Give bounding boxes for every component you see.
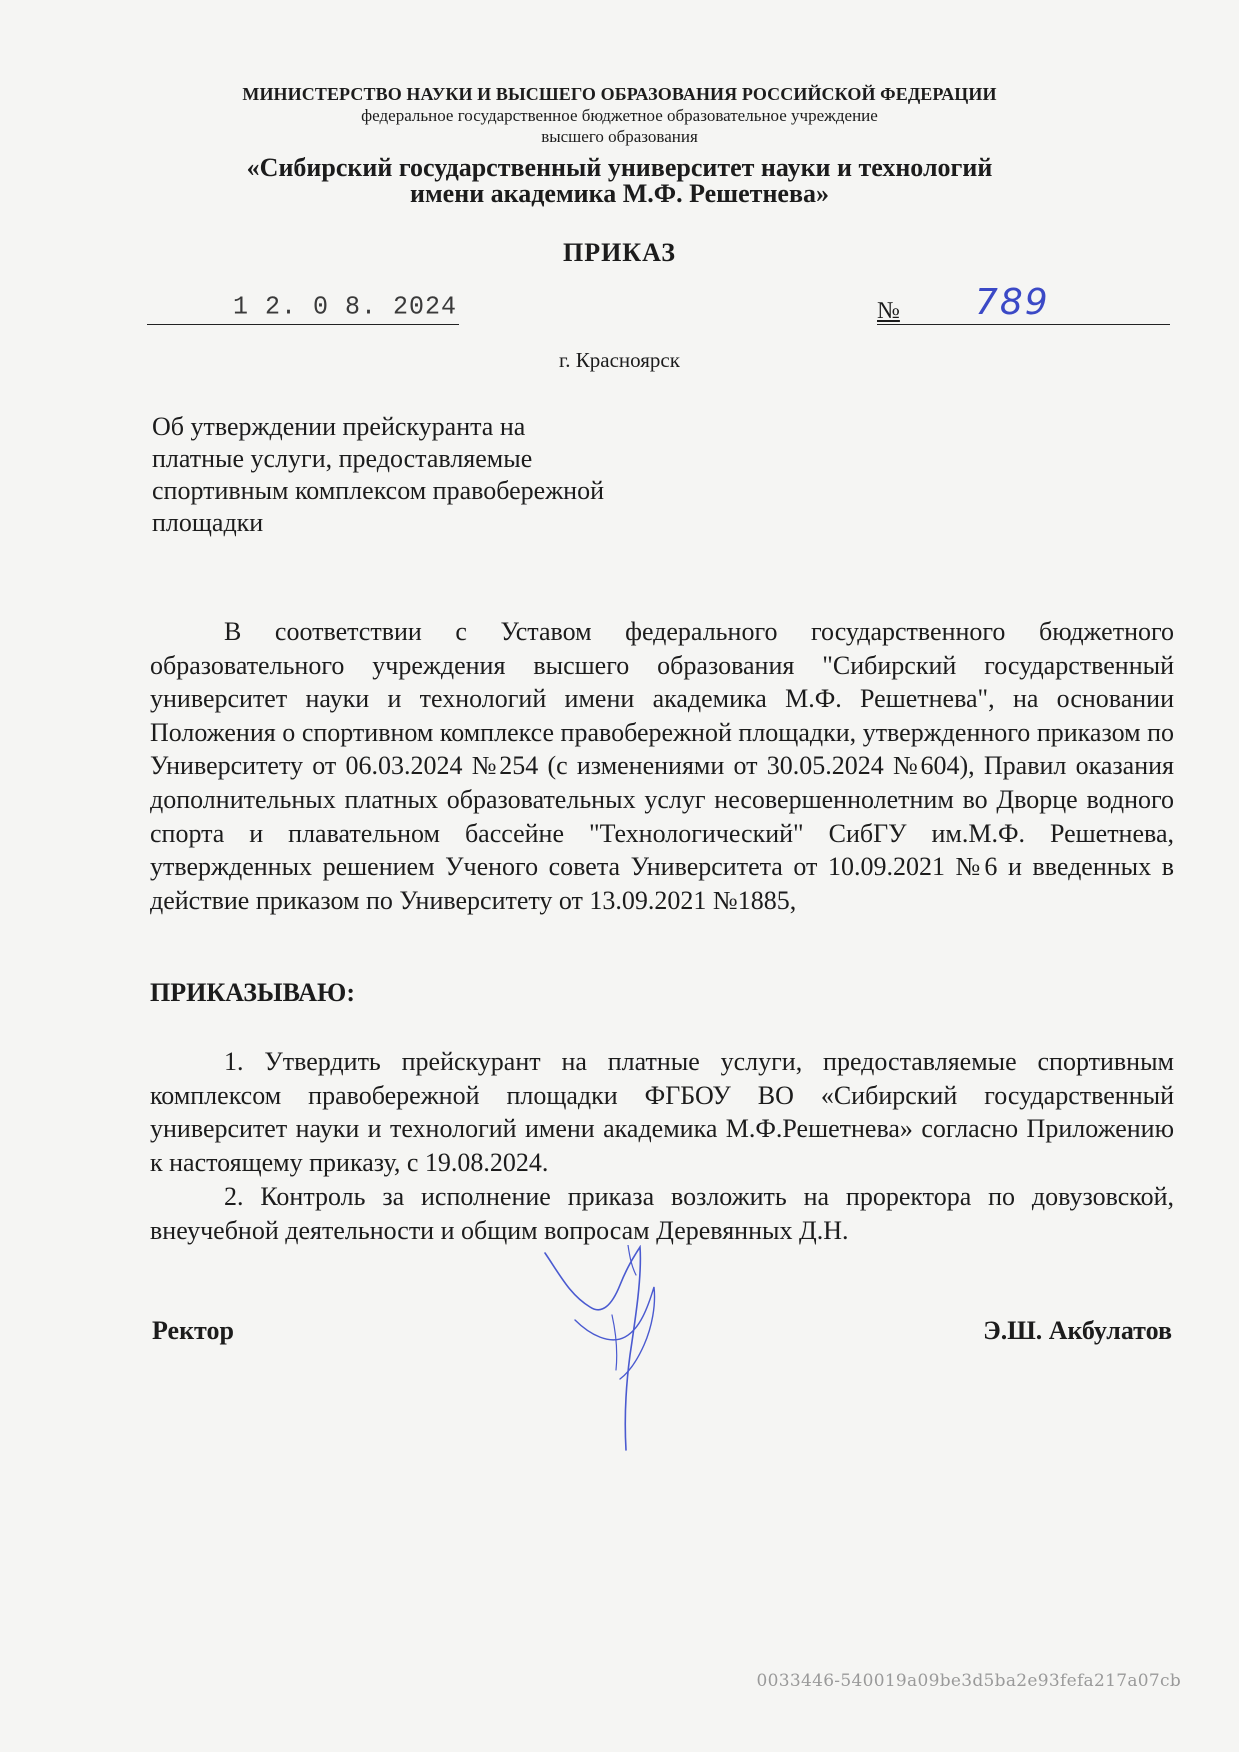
signatory-position: Ректор bbox=[152, 1316, 234, 1345]
handwritten-signature bbox=[540, 1245, 720, 1465]
institution-type-line2: высшего образования bbox=[541, 127, 698, 146]
order-subject: Об утверждении прейскуранта на платные услуги, предоставляемые спортивным комплексом правобережной площадки bbox=[152, 412, 604, 537]
university-name-line2: имени академика М.Ф. Решетнева» bbox=[409, 179, 830, 208]
university-name-line1: «Сибирский государственный университет науки и технологий bbox=[246, 153, 993, 182]
ministry-name: МИНИСТЕРСТВО НАУКИ И ВЫСШЕГО ОБРАЗОВАНИЯ РОССИЙСКОЙ ФЕДЕРАЦИИ bbox=[242, 84, 997, 104]
order-verb: ПРИКАЗЫВАЮ: bbox=[150, 978, 355, 1007]
order-city: г. Красноярск bbox=[559, 348, 680, 372]
signatory-name: Э.Ш. Акбулатов bbox=[983, 1316, 1172, 1345]
document-hash: 0033446-540019a09be3d5ba2e93fefa217a07cb bbox=[756, 1671, 1181, 1691]
order-number-sign: № bbox=[877, 298, 900, 324]
order-number-field bbox=[877, 282, 1170, 325]
order-item-2: 2. Контроль за исполнение приказа возложить на проректора по довузовской, внеучебной деятельности и общим вопросам Деревянных Д.Н. bbox=[150, 1182, 1174, 1245]
institution-type-line1: федеральное государственное бюджетное образовательное учреждение bbox=[361, 106, 878, 125]
order-title: ПРИКАЗ bbox=[562, 238, 677, 267]
order-item-1: 1. Утвердить прейскурант на платные услуги, предоставляемые спортивным комплексом правобережной площадки ФГБОУ ВО «Сибирский государственный университет науки и технологий имени академика М.Ф.Решетнева» согласно Приложению к настоящему приказу, с 19.08.2024. bbox=[150, 1047, 1174, 1177]
order-date-field bbox=[147, 290, 459, 325]
order-number-handwritten: 789 bbox=[975, 282, 1050, 323]
order-preamble: В соответствии с Уставом федерального государственного бюджетного образовательного учреждения высшего образования "Сибирский государственный университет науки и технологий имени академика М.Ф. Решетнева", на основании Положения о спортивном комплексе правобережной площадки, утвержденного приказом по Университету от 06.03.2024 №254 (с изменениями от 30.05.2024 №604), Правил оказания дополнительных платных образовательных услуг несовершеннолетним во Дворце водного спорта и плавательном бассейне "Технологический" СибГУ им.М.Ф. Решетнева, утвержденных решением Ученого совета Университета от 10.09.2021 №6 и введенных в действие приказом по Университету от 13.09.2021 №1885, bbox=[150, 617, 1174, 915]
order-date-stamp: 1 2. 0 8. 2024 bbox=[233, 291, 458, 322]
